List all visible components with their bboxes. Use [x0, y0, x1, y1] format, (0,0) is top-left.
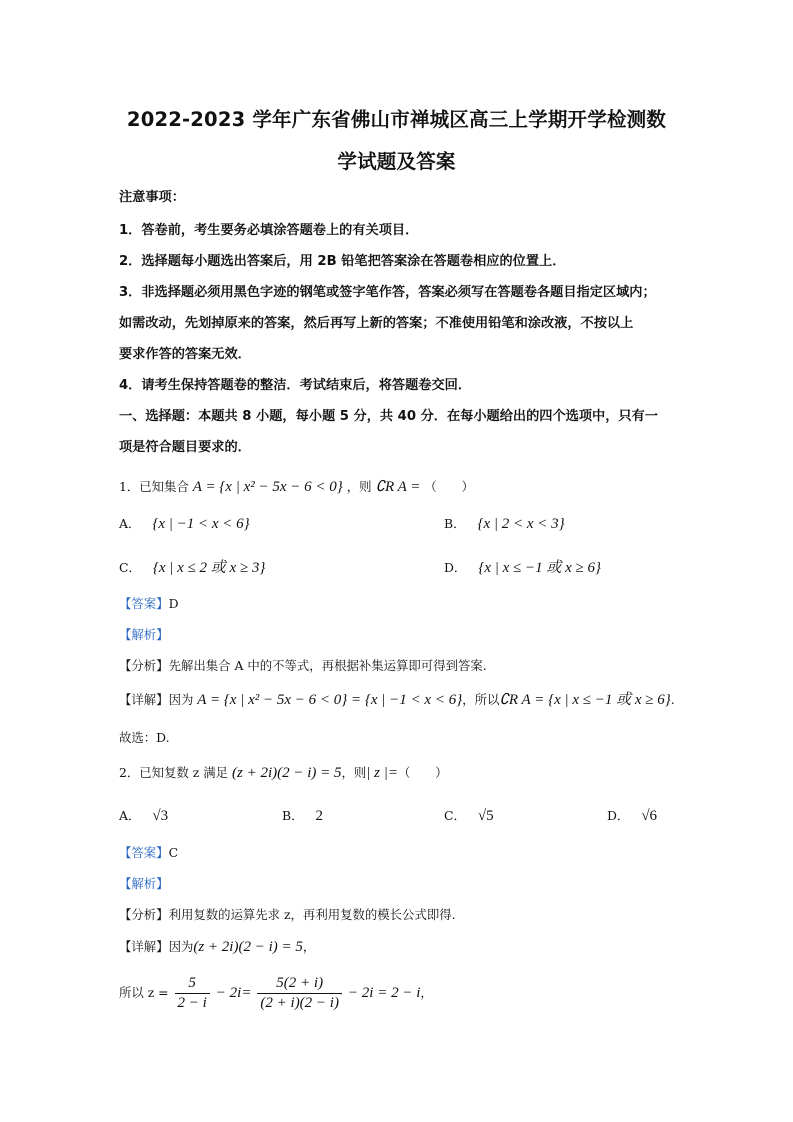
q2-condition: (z + 2i)(2 − i) = 5	[231, 765, 342, 781]
minus-2i: − 2i=	[215, 985, 252, 1001]
option-text: {x | 2 < x < 3}	[477, 516, 565, 532]
option-label: A．	[119, 808, 141, 823]
notice-item-3-end: 要求作答的答案无效．	[119, 347, 251, 362]
q1-option-d	[444, 556, 601, 577]
notice-item-1: 1．答卷前，考生要务必填涂答题卷上的有关项目．	[119, 223, 419, 238]
q2-prefix: 2．已知复数 z 满足	[119, 765, 229, 780]
xiangjie-end: ，	[302, 939, 316, 954]
q2-paren: （ ）	[398, 765, 448, 780]
notice-item-2: 2．选择题每小题选出答案后，用 2B 铅笔把答案涂在答题卷相应的位置上．	[119, 254, 566, 269]
q1-middle: ，则	[346, 479, 372, 494]
option-label: B．	[282, 808, 304, 823]
option-text: 2	[315, 808, 323, 824]
answer-value: D	[168, 596, 179, 611]
option-label: D．	[444, 560, 467, 575]
fenxi-text: 利用复数的运算先求 z，再利用复数的模长公式即得.	[168, 907, 456, 922]
xiangjie-end: .	[670, 692, 675, 707]
q1-option-b	[444, 514, 565, 533]
q1-set-definition: A = {x | x² − 5x − 6 < 0}	[192, 479, 343, 495]
fenxi-tag: 【分析】	[119, 658, 169, 673]
q1-paren: （ ）	[424, 479, 474, 494]
q2-xiangjie	[119, 937, 315, 956]
option-text: √3	[152, 808, 169, 824]
q2-analysis-tag: 【解析】	[119, 876, 169, 891]
q1-fenxi	[119, 656, 487, 674]
option-text: {x | −1 < x < 6}	[152, 516, 250, 532]
title-line-1: 2022-2023 学年广东省佛山市禅城区高三上学期开学检测数	[126, 108, 667, 131]
q2-option-b	[282, 806, 323, 825]
xiangjie-tag: 【详解】	[119, 692, 169, 707]
notice-heading: 注意事项：	[119, 190, 185, 205]
step-end: ，	[420, 985, 433, 1000]
option-label: B．	[444, 516, 466, 531]
answer-tag: 【答案】	[119, 845, 169, 860]
title-line-2: 学试题及答案	[337, 150, 456, 173]
q2-middle: ，则	[341, 765, 367, 780]
notice-item-3-cont: 如需改动，先划掉原来的答案，然后再写上新的答案；不准使用铅笔和涂改液，不按以上	[119, 316, 634, 331]
q2-modulus: | z |=	[366, 765, 399, 781]
q1-stem	[119, 477, 474, 496]
xiangjie-prefix: 因为	[168, 692, 194, 707]
xiangjie-equation: A = {x | x² − 5x − 6 < 0} = {x | −1 < x < 6}	[197, 692, 463, 708]
fraction-2	[257, 975, 342, 1012]
option-text: {x | x ≤ 2 或 x ≥ 3}	[152, 560, 266, 576]
fenxi-text: 先解出集合 A 中的不等式，再根据补集运算即可得到答案.	[168, 658, 487, 673]
xiangjie-result: ∁R A = {x | x ≤ −1 或 x ≥ 6}	[499, 692, 671, 708]
xiangjie-tag: 【详解】	[119, 939, 169, 954]
q2-solution-step	[119, 975, 433, 1012]
notice-item-3: 3．非选择题必须用黑色字迹的钢笔或签字笔作答，答案必须写在答题卷各题目指定区域内；	[119, 285, 656, 300]
step-prefix: 所以 z =	[119, 985, 169, 1000]
option-label: D．	[607, 808, 630, 823]
fraction-1-numerator: 5	[175, 975, 210, 994]
q1-complement: ∁R A =	[375, 479, 421, 495]
fenxi-tag: 【分析】	[119, 907, 169, 922]
fraction-2-denominator: (2 + i)(2 − i)	[260, 995, 339, 1011]
q2-fenxi	[119, 905, 456, 923]
q1-answer	[119, 594, 179, 612]
answer-tag: 【答案】	[119, 596, 169, 611]
option-label: A．	[119, 516, 141, 531]
fraction-1-denominator: 2 − i	[177, 995, 207, 1011]
option-text: √6	[641, 808, 658, 824]
fraction-2-numerator: 5(2 + i)	[257, 975, 342, 994]
q1-option-a	[119, 514, 250, 533]
xiangjie-prefix: 因为	[168, 939, 194, 954]
section-heading-line-1: 一、选择题：本题共 8 小题，每小题 5 分，共 40 分．在每小题给出的四个选项中，只有一	[119, 409, 658, 424]
option-label: C．	[119, 560, 141, 575]
xiangjie-middle: ，所以	[462, 692, 500, 707]
q1-analysis-tag: 【解析】	[119, 627, 169, 642]
section-heading-line-2: 项是符合题目要求的．	[119, 440, 251, 455]
xiangjie-equation: (z + 2i)(2 − i) = 5	[193, 939, 303, 955]
q2-answer	[119, 843, 178, 861]
q1-xiangjie	[119, 688, 675, 709]
q2-option-d	[607, 806, 657, 825]
option-text: {x | x ≤ −1 或 x ≥ 6}	[478, 560, 602, 576]
q1-option-c	[119, 556, 265, 577]
option-text: √5	[477, 808, 494, 824]
q1-prefix: 1．已知集合	[119, 479, 189, 494]
step-tail: − 2i = 2 − i	[347, 985, 421, 1001]
q2-stem	[119, 763, 448, 782]
notice-item-4: 4．请考生保持答题卷的整洁．考试结束后，将答题卷交回．	[119, 378, 472, 393]
fraction-1	[175, 975, 210, 1012]
option-label: C．	[444, 808, 466, 823]
q1-conclusion: 故选：D.	[119, 730, 170, 745]
answer-value: C	[168, 845, 179, 860]
q2-option-c	[444, 806, 494, 825]
q2-option-a	[119, 806, 168, 825]
